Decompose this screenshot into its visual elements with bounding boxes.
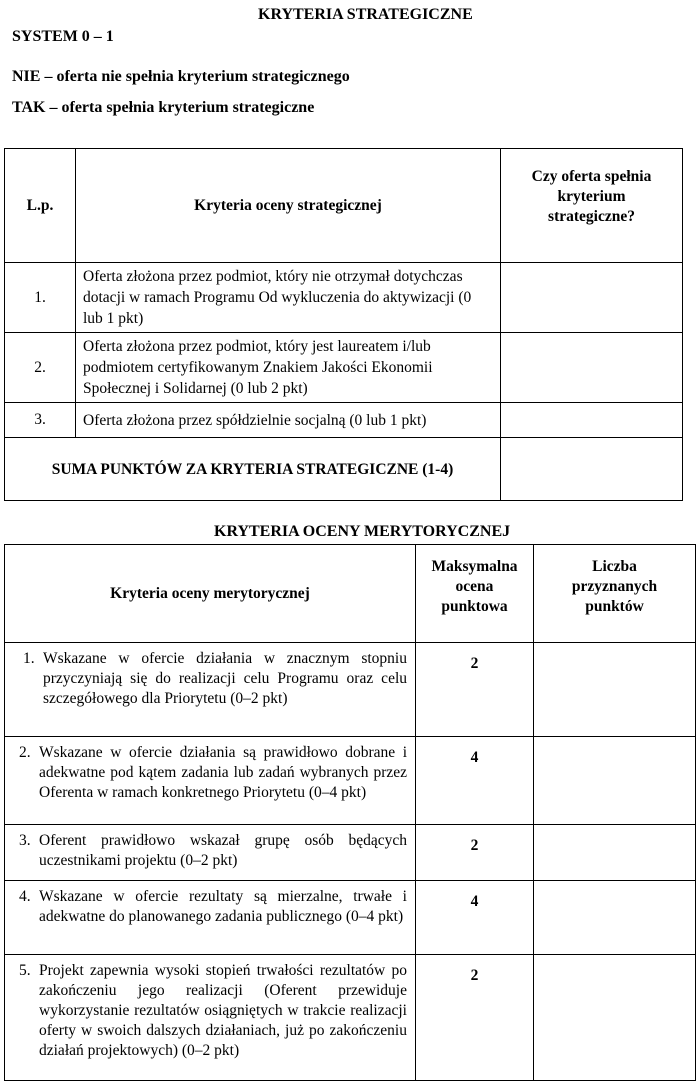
header-strategic-criteria: Kryteria oceny strategicznej bbox=[76, 149, 501, 263]
row-answer-cell[interactable] bbox=[501, 263, 683, 333]
table-row bbox=[5, 333, 683, 403]
criterion-number: 2. bbox=[19, 744, 31, 761]
awarded-points-cell[interactable] bbox=[534, 881, 696, 955]
row-answer-cell[interactable] bbox=[501, 403, 683, 438]
criterion-text: Wskazane w ofercie rezultaty są mierzalne, trwałe i adekwatne do planowanego zadania publicznego (0–4 pkt) bbox=[39, 888, 407, 925]
row-lp: 3. bbox=[5, 403, 76, 438]
awarded-points-cell[interactable] bbox=[534, 825, 696, 881]
header-merit-criteria: Kryteria oceny merytorycznej bbox=[5, 545, 416, 643]
scoring-system-label: SYSTEM 0 – 1 bbox=[12, 28, 114, 45]
max-score: 2 bbox=[416, 955, 534, 1081]
table-header-row bbox=[5, 545, 696, 643]
criterion-number: 3. bbox=[19, 832, 31, 849]
criterion-text: Wskazane w ofercie działania są prawidłowo dobrane i adekwatne pod kątem zadania lub zadań wybranych przez Oferenta w ramach konkretnego Priorytetu (0–4 pkt) bbox=[39, 744, 407, 801]
table-row bbox=[5, 263, 683, 333]
merit-criterion bbox=[5, 955, 416, 1081]
row-criterion: Oferta złożona przez podmiot, który nie otrzymał dotychczas dotacji w ramach Programu Od wykluczenia do aktywizacji (0 lub 1 pkt) bbox=[76, 263, 501, 333]
max-score: 4 bbox=[416, 737, 534, 825]
row-lp: 2. bbox=[5, 333, 76, 403]
strategic-criteria-table bbox=[4, 148, 683, 501]
table-row bbox=[5, 881, 696, 955]
merit-criterion bbox=[5, 825, 416, 881]
criterion-text: Projekt zapewnia wysoki stopień trwałości rezultatów po zakończeniu jego realizacji (Oferent przewiduje wykorzystanie rezultatów osiągniętych w trakcie realizacji oferty w swoich dalszych działaniach, już po zakończeniu działań projektowych) (0–2 pkt) bbox=[39, 962, 407, 1059]
awarded-points-cell[interactable] bbox=[534, 643, 696, 737]
legend-tak: TAK – oferta spełnia kryterium strategiczne bbox=[12, 99, 315, 116]
header-lp: L.p. bbox=[5, 149, 76, 263]
legend-nie: NIE – oferta nie spełnia kryterium strategicznego bbox=[12, 68, 350, 85]
table-row bbox=[5, 825, 696, 881]
table-row bbox=[5, 737, 696, 825]
table-row bbox=[5, 643, 696, 737]
max-score: 4 bbox=[416, 881, 534, 955]
row-lp: 1. bbox=[5, 263, 76, 333]
row-criterion: Oferta złożona przez podmiot, który jest laureatem i/lub podmiotem certyfikowanym Znakiem Jakości Ekonomii Społecznej i Solidarnej (0 lub 2 pkt) bbox=[76, 333, 501, 403]
sum-row bbox=[5, 438, 683, 501]
merit-criteria-title: KRYTERIA OCENY MERYTORYCZNEJ bbox=[214, 523, 511, 540]
criterion-number: 4. bbox=[19, 888, 31, 905]
row-answer-cell[interactable] bbox=[501, 333, 683, 403]
table-row bbox=[5, 403, 683, 438]
merit-criteria-table bbox=[4, 544, 696, 1081]
max-score: 2 bbox=[416, 825, 534, 881]
header-awarded-points: Liczba przyznanych punktów bbox=[534, 545, 696, 643]
awarded-points-cell[interactable] bbox=[534, 955, 696, 1081]
criterion-number: 5. bbox=[19, 962, 31, 979]
awarded-points-cell[interactable] bbox=[534, 737, 696, 825]
criterion-text: Wskazane w ofercie działania w znacznym stopniu przyczyniają się do realizacji celu Programu oraz celu szczegółowego dla Priorytetu (0–2 pkt) bbox=[43, 650, 407, 707]
merit-criterion bbox=[5, 737, 416, 825]
table-header-row bbox=[5, 149, 683, 263]
sum-label: SUMA PUNKTÓW ZA KRYTERIA STRATEGICZNE (1-4) bbox=[5, 438, 501, 501]
sum-value-cell[interactable] bbox=[501, 438, 683, 501]
criterion-text: Oferent prawidłowo wskazał grupę osób będących uczestnikami projektu (0–2 pkt) bbox=[39, 832, 407, 869]
strategic-criteria-title: KRYTERIA STRATEGICZNE bbox=[258, 6, 473, 23]
merit-criterion bbox=[5, 881, 416, 955]
max-score: 2 bbox=[416, 643, 534, 737]
row-criterion: Oferta złożona przez spółdzielnie socjalną (0 lub 1 pkt) bbox=[76, 403, 501, 438]
header-meets-criterion: Czy oferta spełnia kryterium strategiczne? bbox=[501, 149, 683, 263]
table-row bbox=[5, 955, 696, 1081]
merit-criterion bbox=[5, 643, 416, 737]
criterion-number: 1. bbox=[23, 650, 35, 667]
header-max-score: Maksymalna ocena punktowa bbox=[416, 545, 534, 643]
